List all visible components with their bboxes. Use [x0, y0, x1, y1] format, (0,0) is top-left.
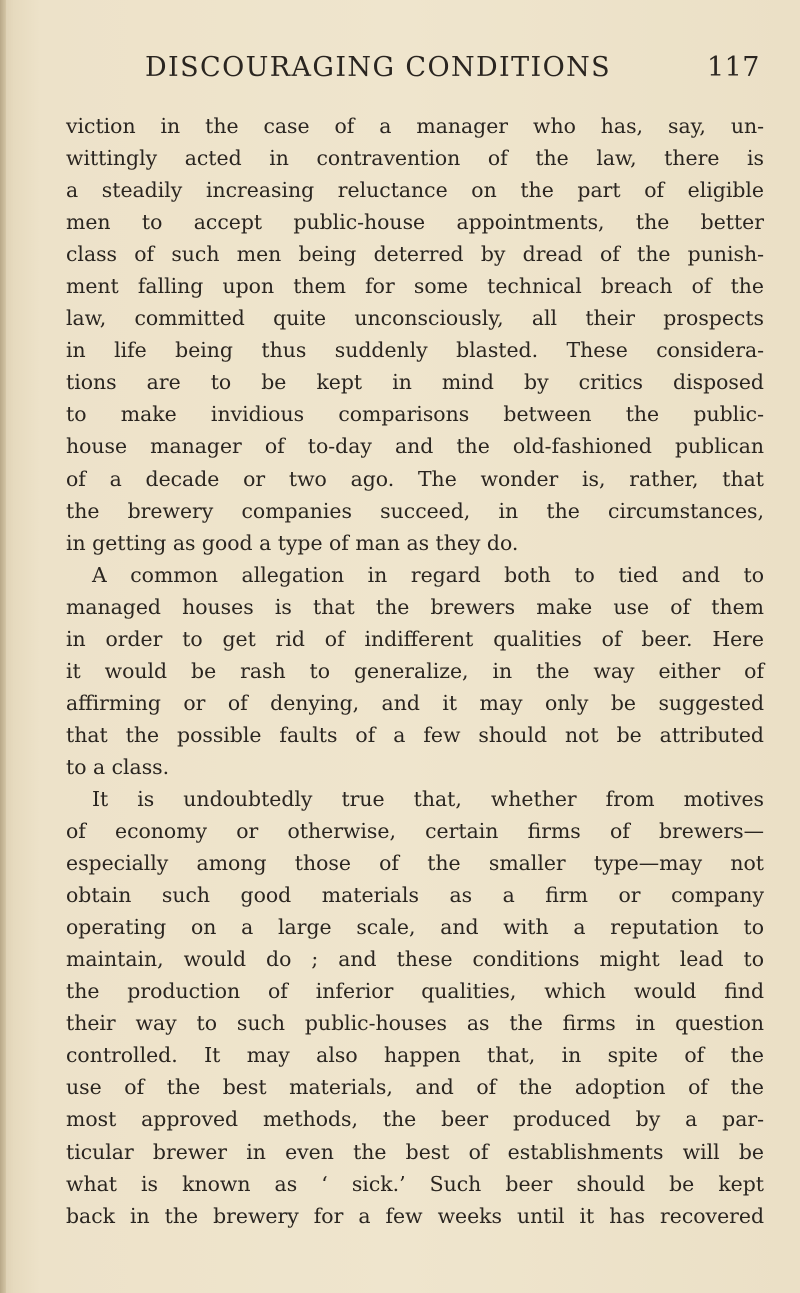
text-line: ment falling upon them for some technical breach of the	[66, 274, 764, 299]
text-line: a steadily increasing reluctance on the part of eligible	[66, 178, 764, 203]
text-line: that the possible faults of a few should not be attributed	[66, 722, 764, 747]
text-line: use of the best materials, and of the adoption of the	[66, 1075, 764, 1100]
text-line: operating on a large scale, and with a reputation to	[66, 915, 764, 940]
text-line: wittingly acted in contravention of the law, there is	[66, 146, 764, 171]
text-line: obtain such good materials as a firm or company	[66, 883, 764, 908]
text-line: in life being thus suddenly blasted. These considera-	[66, 338, 764, 363]
text-line: ticular brewer in even the best of establishments will be	[66, 1139, 764, 1164]
text-line: their way to such public-houses as the firms in question	[66, 1011, 764, 1036]
text-line: A common allegation in regard both to tied and to	[92, 562, 764, 587]
text-line: the production of inferior qualities, which would find	[66, 979, 764, 1004]
text-line: especially among those of the smaller type—may not	[66, 851, 764, 876]
text-line: what is known as ‘ sick.’ Such beer should be kept	[66, 1171, 764, 1196]
text-line: controlled. It may also happen that, in spite of the	[66, 1043, 764, 1068]
page-number: 117	[706, 52, 760, 83]
text-line: house manager of to-day and the old-fashioned publican	[66, 434, 764, 459]
page-binding-edge	[0, 0, 6, 1293]
text-line: of economy or otherwise, certain firms of brewers—	[66, 819, 764, 844]
text-line: men to accept public-house appointments, the better	[66, 210, 764, 235]
text-line: the brewery companies succeed, in the circumstances,	[66, 498, 764, 523]
text-line: in order to get rid of indifferent qualities of beer. Here	[66, 626, 764, 651]
text-line: to a class.	[66, 754, 170, 779]
text-line: law, committed quite unconsciously, all their prospects	[66, 306, 764, 331]
text-line: tions are to be kept in mind by critics disposed	[66, 370, 764, 395]
text-line: most approved methods, the beer produced by a par-	[66, 1107, 764, 1132]
running-title: DISCOURAGING CONDITIONS	[145, 52, 612, 83]
text-line: of a decade or two ago. The wonder is, rather, that	[66, 466, 764, 491]
text-line: It is undoubtedly true that, whether from motives	[92, 786, 764, 811]
text-line: class of such men being deterred by dread of the punish-	[66, 242, 764, 267]
text-line: managed houses is that the brewers make use of them	[66, 594, 764, 619]
text-line: maintain, would do ; and these conditions might lead to	[66, 947, 764, 972]
text-line: in getting as good a type of man as they do.	[66, 530, 519, 555]
text-line: to make invidious comparisons between the public-	[66, 402, 764, 427]
running-head	[145, 48, 760, 98]
text-line: back in the brewery for a few weeks until it has recovered	[66, 1203, 764, 1228]
body-text	[66, 110, 764, 1232]
text-line: affirming or of denying, and it may only be suggested	[66, 690, 764, 715]
text-line: viction in the case of a manager who has, say, un-	[66, 114, 764, 138]
text-line: it would be rash to generalize, in the way either of	[66, 658, 764, 683]
